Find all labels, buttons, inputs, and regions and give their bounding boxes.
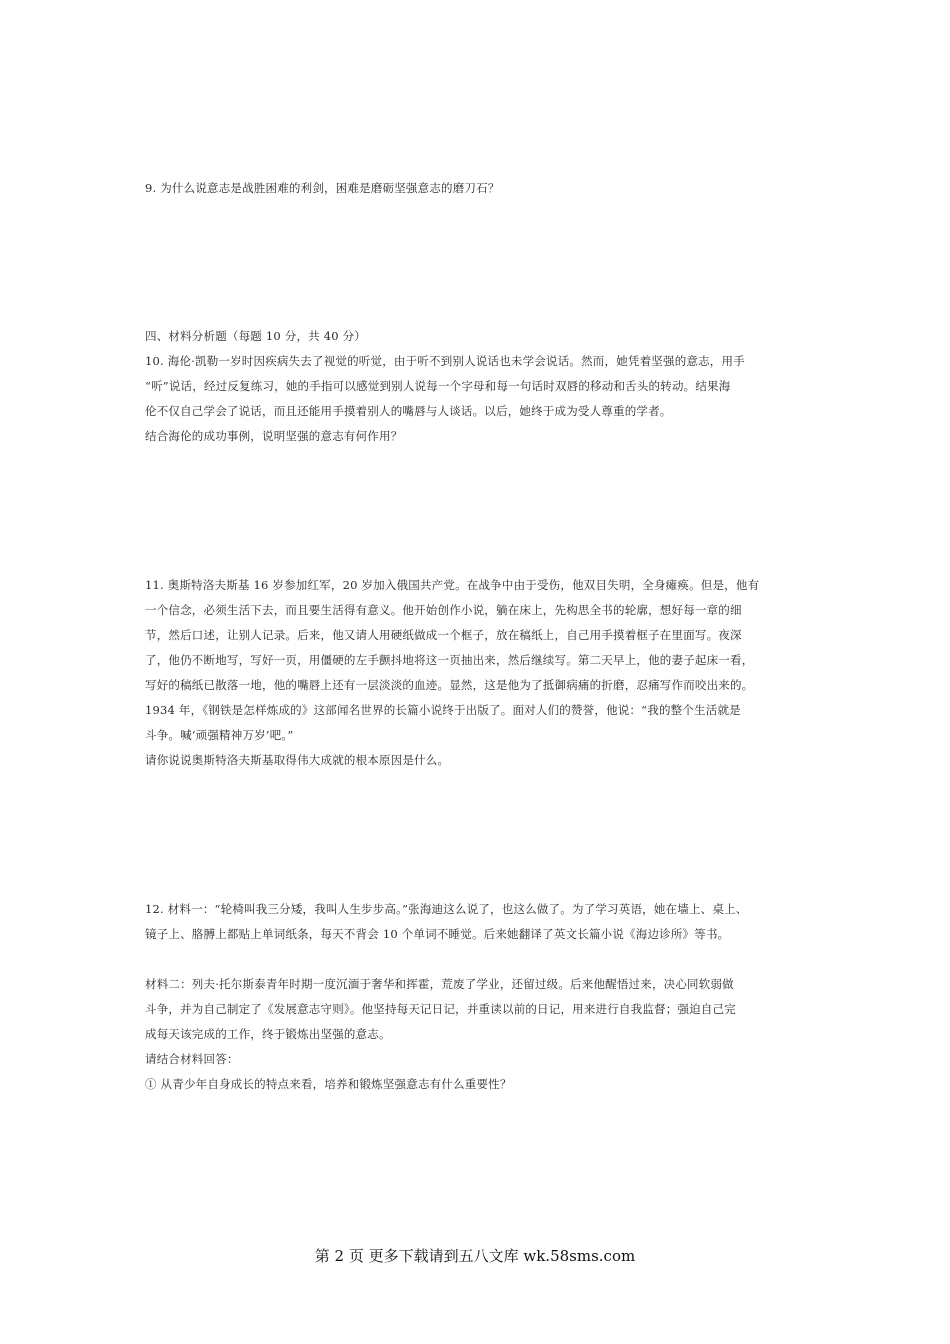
question-11-prompt: 请你说说奥斯特洛夫斯基取得伟大成就的根本原因是什么。 <box>145 753 450 767</box>
question-12-material-2-line-3: 成每天该完成的工作，终于锻炼出坚强的意志。 <box>145 1027 391 1041</box>
question-9: 9. 为什么说意志是战胜困难的利剑，困难是磨砺坚强意志的磨刀石？ <box>145 181 500 195</box>
question-10-line-3: 伦不仅自己学会了说话，而且还能用手摸着别人的嘴唇与人谈话。以后，她终于成为受人尊重的学者。 <box>145 404 672 418</box>
question-12-material-2-line-2: 斗争，并为自己制定了《发展意志守则》。他坚持每天记日记，并重读以前的日记，用来进行自我监督；强迫自己完 <box>145 1002 736 1016</box>
question-11-line-7: 斗争。喊‘顽强精神万岁’吧。” <box>145 728 294 742</box>
question-12-prompt: 请结合材料回答： <box>145 1052 239 1066</box>
question-10-prompt: 结合海伦的成功事例，说明坚强的意志有何作用？ <box>145 429 403 443</box>
question-11-line-4: 了，他仍不断地写，写好一页，用僵硬的左手颤抖地将这一页抽出来，然后继续写。第二天早上，他的妻子起床一看， <box>145 653 754 667</box>
section-4-heading: 四、材料分析题（每题 10 分，共 40 分） <box>145 329 366 343</box>
question-11-line-5: 写好的稿纸已散落一地，他的嘴唇上还有一层淡淡的血迹。显然，这是他为了抵御病痛的折磨，忍痛写作而咬出来的。 <box>145 678 754 692</box>
question-12-material-1-line-1: 12. 材料一：“轮椅叫我三分矮，我叫人生步步高。”张海迪这么说了，也这么做了。为了学习英语，她在墙上、桌上、 <box>145 902 748 916</box>
question-11-line-2: 一个信念，必须生活下去，而且要生活得有意义。他开始创作小说，躺在床上，先构思全书的轮廓，想好每一章的细 <box>145 603 742 617</box>
question-10-line-2: “听”说话，经过反复练习，她的手指可以感觉到别人说每一个字母和每一句话时双唇的移动和舌头的转动。结果海 <box>145 379 731 393</box>
page-footer: 第 2 页 更多下载请到五八文库 wk.58sms.com <box>314 1247 636 1265</box>
question-11-line-3: 节，然后口述，让别人记录。后来，他又请人用硬纸做成一个框子，放在稿纸上，自己用手摸着框子在里面写。夜深 <box>145 628 742 642</box>
question-11-line-1: 11. 奥斯特洛夫斯基 16 岁参加红军，20 岁加入俄国共产党。在战争中由于受伤，他双目失明，全身瘫痪。但是，他有 <box>145 578 760 592</box>
question-12-material-1-line-2: 镜子上、胳膊上都贴上单词纸条，每天不背会 10 个单词不睡觉。后来她翻译了英文长篇小说《海边诊所》等书。 <box>145 927 730 941</box>
question-11-line-6: 1934 年，《钢铁是怎样炼成的》这部闻名世界的长篇小说终于出版了。面对人们的赞誉，他说：“我的整个生活就是 <box>145 703 741 717</box>
question-10-line-1: 10. 海伦·凯勒一岁时因疾病失去了视觉的听觉，由于听不到别人说话也未学会说话。然而，她凭着坚强的意志，用手 <box>145 354 745 368</box>
question-12-material-2-line-1: 材料二：列夫·托尔斯泰青年时期一度沉湎于奢华和挥霍，荒废了学业，还留过级。后来他醒悟过来，决心同软弱做 <box>145 977 734 991</box>
question-12-sub-1: ① 从青少年自身成长的特点来看，培养和锻炼坚强意志有什么重要性？ <box>145 1077 512 1091</box>
